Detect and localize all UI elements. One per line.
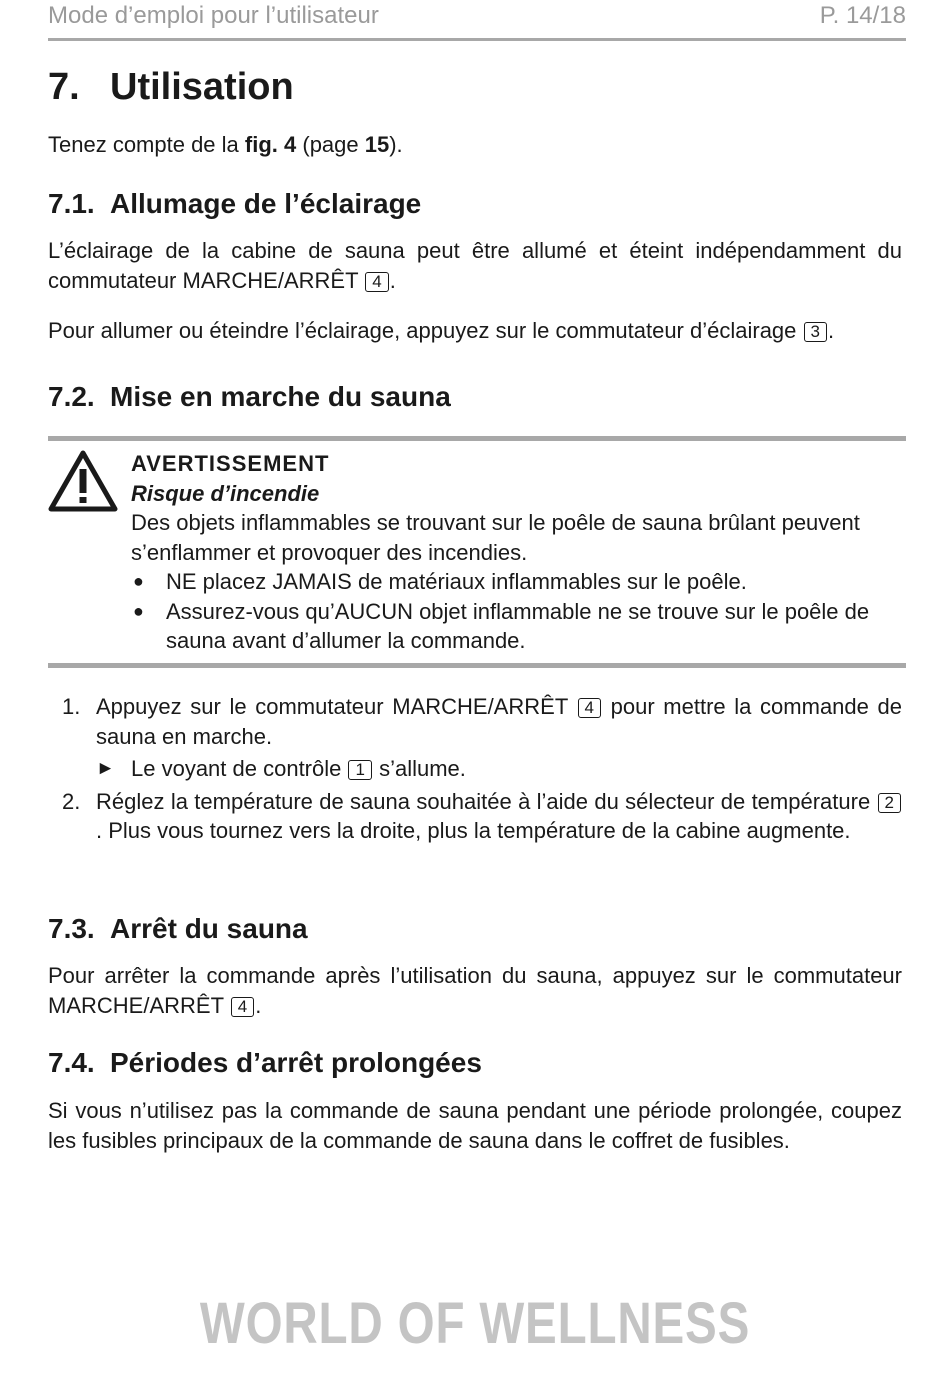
step-result: ► Le voyant de contrôle 1 s’allume. <box>48 754 902 784</box>
figure-reference: fig. 4 <box>244 132 297 157</box>
section-7-1-heading: 7.1. Allumage de l’éclairage <box>48 188 422 219</box>
item-reference-box: 4 <box>578 698 601 718</box>
warning-title: AVERTISSEMENT <box>131 451 330 476</box>
long-shutdown-paragraph: Si vous n’utilisez pas la commande de sauna pendant une période prolongée, coupez les fusibles principaux de la commande de sauna dans le coffret de fusibles. <box>48 1098 902 1153</box>
bullet-icon: ● <box>133 571 144 591</box>
lighting-paragraph-1: L’éclairage de la cabine de sauna peut être allumé et éteint indépendamment du commutateur MARCHE/ARRÊT 4 . <box>48 238 902 293</box>
section-7-3-heading: 7.3. Arrêt du sauna <box>48 913 308 944</box>
page-number: P. 14/18 <box>819 2 906 29</box>
section-title: Utilisation <box>110 66 294 108</box>
stop-paragraph: Pour arrêter la commande après l’utilisation du sauna, appuyez sur le commutateur MARCHE/ARRÊT 4 . <box>48 963 902 1018</box>
step-number: 1. <box>62 694 81 719</box>
item-reference-box: 4 <box>365 272 388 292</box>
procedure-step: 2. Réglez la température de sauna souhaitée à l’aide du sélecteur de température 2. Plus vous tournez vers la droite, plus la température de la cabine augmente. <box>48 787 902 846</box>
section-7-2-heading: 7.2. Mise en marche du sauna <box>48 381 451 412</box>
page-reference: 15 <box>364 132 390 157</box>
item-reference-box: 3 <box>804 322 827 342</box>
manual-page <box>48 0 906 1383</box>
bullet-icon: ● <box>133 600 144 621</box>
item-reference-box: 2 <box>878 793 901 813</box>
section-number: 7. <box>48 66 80 108</box>
section-7-intro: Tenez compte de la fig. 4 (page 15). <box>48 132 403 157</box>
step-number: 2. <box>62 788 81 814</box>
warning-box <box>48 436 906 668</box>
page-header <box>48 2 906 41</box>
warning-content <box>131 449 903 656</box>
warning-bullet: ● NE placez JAMAIS de matériaux inflammables sur le poêle. <box>131 567 903 597</box>
brand-logo: WORLD OF WELLNESS <box>199 1291 751 1356</box>
warning-bullet: ● Assurez-vous qu’AUCUN objet inflammable ne se trouve sur le poêle de sauna avant d’allumer la commande. <box>133 598 870 653</box>
lighting-paragraph-2: Pour allumer ou éteindre l’éclairage, appuyez sur le commutateur d’éclairage 3 . <box>48 318 835 343</box>
item-reference-box: 1 <box>348 760 371 780</box>
section-7-heading <box>48 66 294 109</box>
item-reference-box: 4 <box>231 997 254 1017</box>
warning-triangle-icon <box>48 449 118 513</box>
warning-text: Des objets inflammables se trouvant sur le poêle de sauna brûlant peuvent s’enflammer et provoquer des incendies. <box>131 510 860 565</box>
procedure-step: 1. Appuyez sur le commutateur MARCHE/ARRÊT 4 pour mettre la commande de sauna en marche. <box>62 694 902 749</box>
result-arrow-icon: ► <box>96 758 115 779</box>
warning-subtitle: Risque d’incendie <box>131 480 320 506</box>
header-title: Mode d’emploi pour l’utilisateur <box>48 2 379 29</box>
section-7-4-heading: 7.4. Périodes d’arrêt prolongées <box>48 1047 482 1078</box>
procedure-steps <box>48 692 902 846</box>
